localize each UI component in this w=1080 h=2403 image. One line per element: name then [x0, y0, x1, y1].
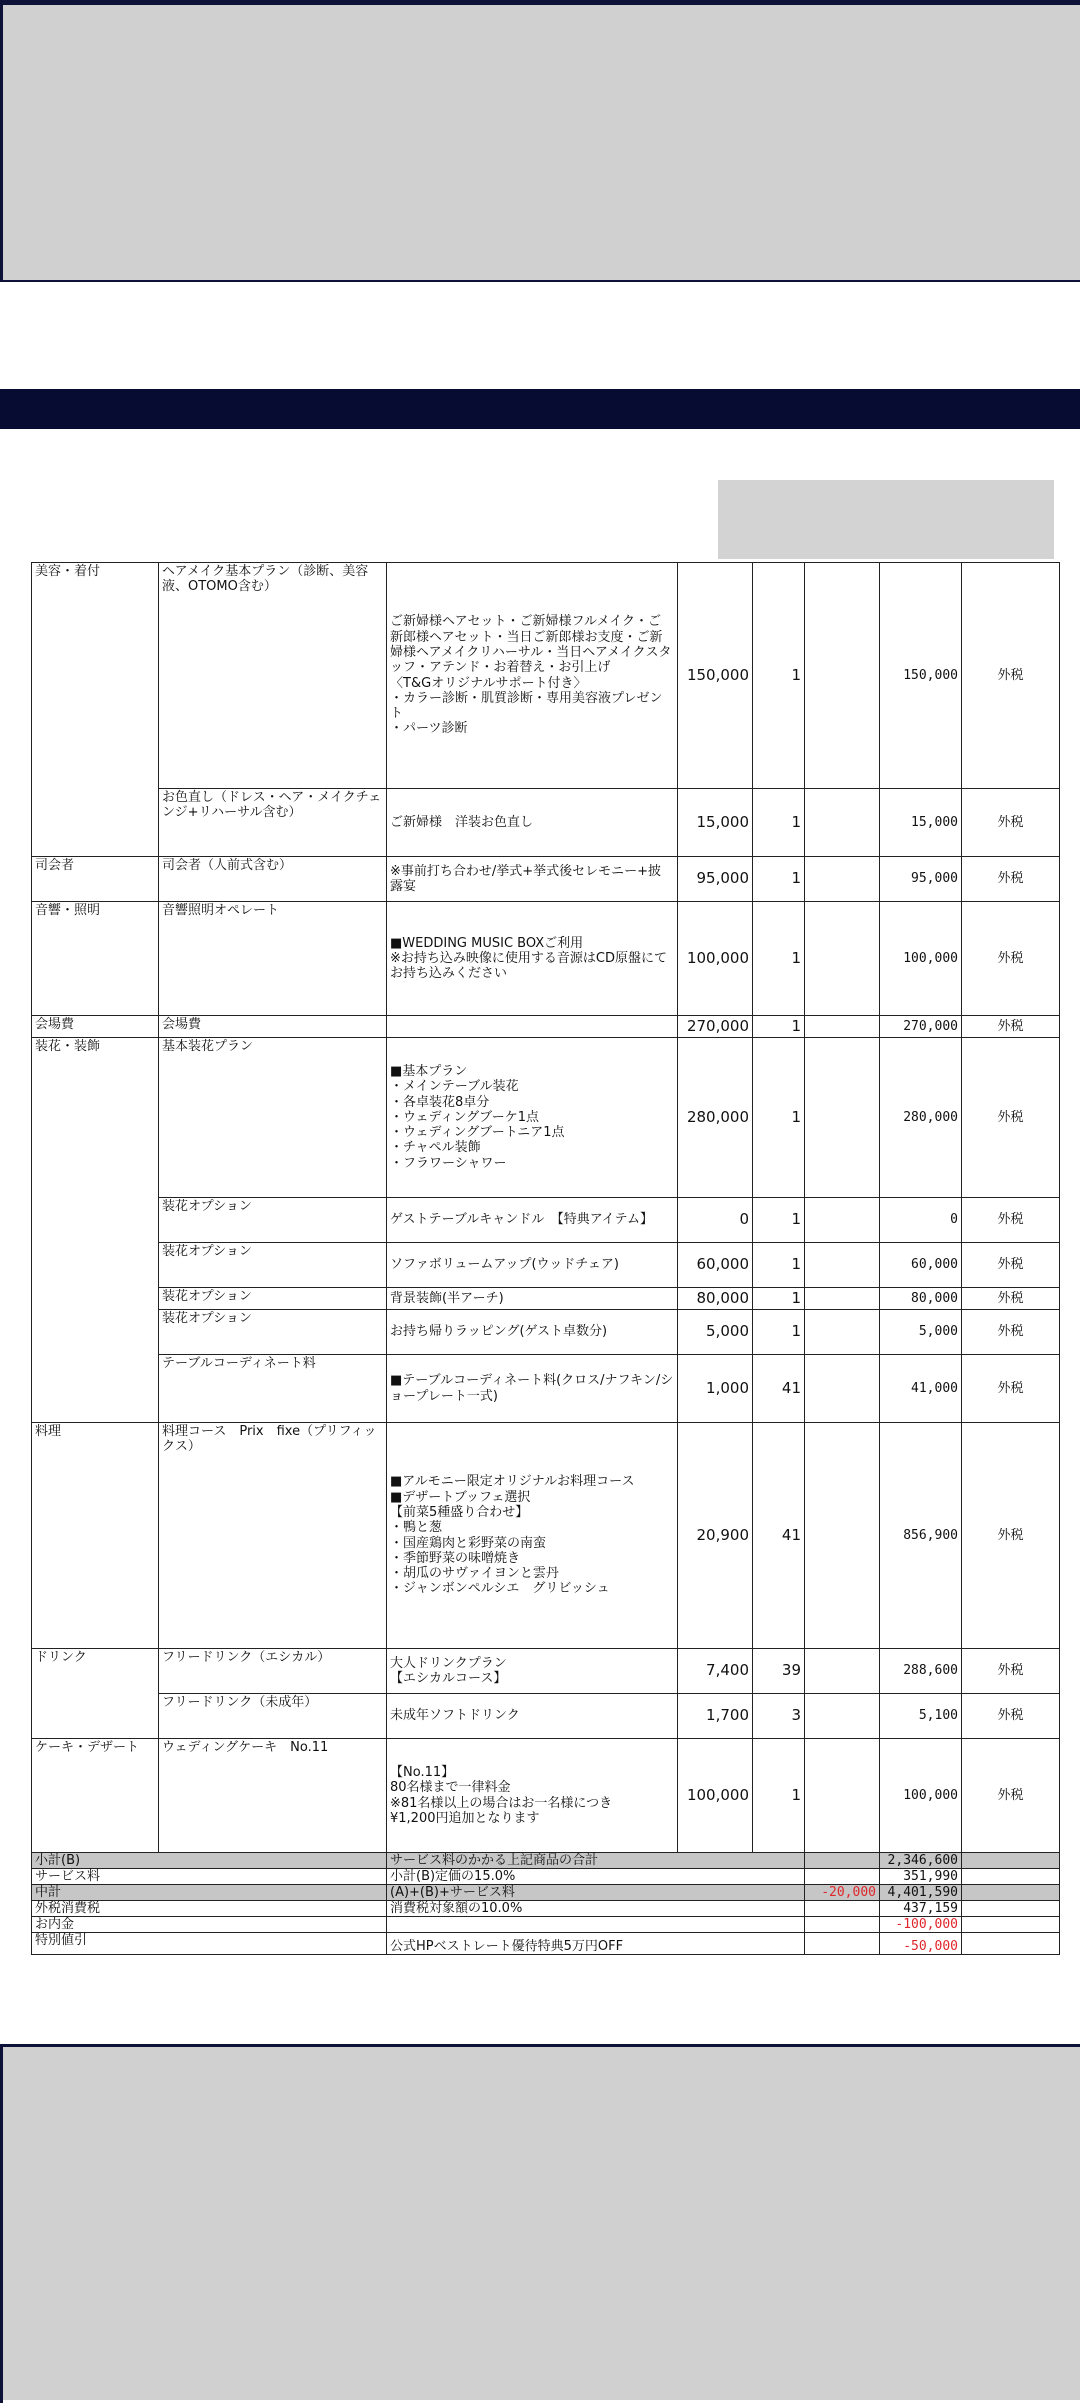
item-cell: 料理コース Prix fixe（プリフィックス）: [159, 1423, 387, 1649]
blank-cell: [805, 1038, 880, 1198]
item-cell: ヘアメイク基本プラン（診断、美容液、OTOMO含む）: [159, 563, 387, 789]
blank-cell: [805, 789, 880, 857]
category-cell: 司会者: [32, 857, 159, 902]
amount-cell: 288,600: [880, 1649, 962, 1694]
table-row: [32, 1694, 1060, 1739]
blank-cell: [805, 1739, 880, 1853]
quantity-cell: 1: [753, 1198, 805, 1243]
tax-type-cell: 外税: [962, 1288, 1060, 1310]
unit-price-cell: 0: [678, 1198, 753, 1243]
unit-price-cell: 100,000: [678, 902, 753, 1016]
amount-cell: 5,100: [880, 1694, 962, 1739]
tax-type-cell: 外税: [962, 563, 1060, 789]
tax-type-cell: 外税: [962, 902, 1060, 1016]
blank-cell: [962, 1869, 1060, 1885]
table-row: [32, 1038, 1060, 1198]
amount-cell: 150,000: [880, 563, 962, 789]
tax-type-cell: 外税: [962, 1198, 1060, 1243]
table-row: [32, 857, 1060, 902]
summary-amount: 4,401,590: [880, 1885, 962, 1901]
table-row: [32, 789, 1060, 857]
section-header-band: [0, 389, 1080, 429]
unit-price-cell: 150,000: [678, 563, 753, 789]
unit-price-cell: 7,400: [678, 1649, 753, 1694]
quantity-cell: 1: [753, 1038, 805, 1198]
description-cell: ご新婦様 洋装お色直し: [387, 789, 678, 857]
summary-description: [387, 1917, 805, 1933]
amount-cell: 856,900: [880, 1423, 962, 1649]
tax-type-cell: 外税: [962, 1649, 1060, 1694]
blank-cell: [805, 1243, 880, 1288]
amount-cell: 60,000: [880, 1243, 962, 1288]
description-cell: 大人ドリンクプラン 【エシカルコース】: [387, 1649, 678, 1694]
summary-discount: [805, 1901, 880, 1917]
blank-cell: [805, 563, 880, 789]
quantity-cell: 1: [753, 1016, 805, 1038]
blank-cell: [962, 1885, 1060, 1901]
summary-discount: [805, 1933, 880, 1955]
summary-label: 小計(B): [32, 1853, 387, 1869]
amount-cell: 80,000: [880, 1288, 962, 1310]
unit-price-cell: 15,000: [678, 789, 753, 857]
item-cell: 会場費: [159, 1016, 387, 1038]
category-cell: 会場費: [32, 1016, 159, 1038]
item-cell: 装花オプション: [159, 1243, 387, 1288]
summary-discount: [805, 1917, 880, 1933]
tax-type-cell: 外税: [962, 1423, 1060, 1649]
category-cell: ドリンク: [32, 1649, 159, 1739]
tax-type-cell: 外税: [962, 1355, 1060, 1423]
unit-price-cell: 1,000: [678, 1355, 753, 1423]
description-cell: ※事前打ち合わせ/挙式+挙式後セレモニー+披露宴: [387, 857, 678, 902]
blank-cell: [805, 1694, 880, 1739]
amount-cell: 0: [880, 1198, 962, 1243]
quantity-cell: 39: [753, 1649, 805, 1694]
item-cell: フリードリンク（エシカル）: [159, 1649, 387, 1694]
description-cell: ソファボリュームアップ(ウッドチェア): [387, 1243, 678, 1288]
description-cell: 【No.11】 80名様まで一律料金 ※81名様以上の場合はお一名様につき ¥1,200円追加となります: [387, 1739, 678, 1853]
quantity-cell: 1: [753, 1310, 805, 1355]
amount-cell: 100,000: [880, 902, 962, 1016]
blank-cell: [962, 1853, 1060, 1869]
summary-description: 小計(B)定価の15.0%: [387, 1869, 805, 1885]
item-cell: 装花オプション: [159, 1288, 387, 1310]
description-cell: お持ち帰りラッピング(ゲスト卓数分): [387, 1310, 678, 1355]
estimate-table: [31, 562, 1060, 1955]
summary-description: 公式HPベストレート優待特典5万円OFF: [387, 1933, 805, 1955]
quantity-cell: 1: [753, 857, 805, 902]
item-cell: 司会者（人前式含む）: [159, 857, 387, 902]
table-row: [32, 902, 1060, 1016]
tax-type-cell: 外税: [962, 1739, 1060, 1853]
tax-type-cell: 外税: [962, 789, 1060, 857]
item-cell: お色直し（ドレス・ヘア・メイクチェンジ+リハーサル含む）: [159, 789, 387, 857]
category-cell: 音響・照明: [32, 902, 159, 1016]
unit-price-cell: 20,900: [678, 1423, 753, 1649]
bottom-image-placeholder: [0, 2044, 1080, 2400]
summary-amount: 2,346,600: [880, 1853, 962, 1869]
item-cell: テーブルコーディネート料: [159, 1355, 387, 1423]
category-cell: 美容・着付: [32, 563, 159, 857]
summary-label: お内金: [32, 1917, 387, 1933]
amount-cell: 270,000: [880, 1016, 962, 1038]
unit-price-cell: 95,000: [678, 857, 753, 902]
tax-type-cell: 外税: [962, 1310, 1060, 1355]
quantity-cell: 41: [753, 1423, 805, 1649]
top-image-placeholder: [0, 0, 1080, 282]
quantity-cell: 1: [753, 1739, 805, 1853]
quantity-cell: 1: [753, 789, 805, 857]
summary-amount: 437,159: [880, 1901, 962, 1917]
blank-cell: [805, 1016, 880, 1038]
amount-cell: 41,000: [880, 1355, 962, 1423]
summary-row-special-discount: [32, 1933, 1060, 1955]
summary-label: 外税消費税: [32, 1901, 387, 1917]
blank-cell: [805, 902, 880, 1016]
summary-row-tax: [32, 1901, 1060, 1917]
table-row: [32, 1243, 1060, 1288]
summary-amount: -50,000: [880, 1933, 962, 1955]
quantity-cell: 1: [753, 1243, 805, 1288]
table-row: [32, 1739, 1060, 1853]
category-cell: ケーキ・デザート: [32, 1739, 159, 1853]
table-row: [32, 1649, 1060, 1694]
quantity-cell: 1: [753, 902, 805, 1016]
item-cell: ウェディングケーキ No.11: [159, 1739, 387, 1853]
summary-label: サービス料: [32, 1869, 387, 1885]
unit-price-cell: 80,000: [678, 1288, 753, 1310]
summary-label: 特別値引: [32, 1933, 387, 1955]
blank-cell: [805, 1355, 880, 1423]
description-cell: [387, 1016, 678, 1038]
tax-type-cell: 外税: [962, 1243, 1060, 1288]
summary-row-subtotal: [32, 1853, 1060, 1869]
unit-price-cell: 270,000: [678, 1016, 753, 1038]
summary-amount: 351,990: [880, 1869, 962, 1885]
table-row: [32, 1198, 1060, 1243]
description-cell: 未成年ソフトドリンク: [387, 1694, 678, 1739]
quantity-cell: 1: [753, 1288, 805, 1310]
blank-cell: [962, 1933, 1060, 1955]
amount-cell: 95,000: [880, 857, 962, 902]
unit-price-cell: 100,000: [678, 1739, 753, 1853]
header-grey-box: [718, 480, 1054, 559]
table-row: [32, 1310, 1060, 1355]
summary-description: サービス料のかかる上記商品の合計: [387, 1853, 805, 1869]
blank-cell: [962, 1901, 1060, 1917]
table-row: [32, 563, 1060, 789]
unit-price-cell: 1,700: [678, 1694, 753, 1739]
category-cell: 料理: [32, 1423, 159, 1649]
quantity-cell: 1: [753, 563, 805, 789]
description-cell: ■アルモニー限定オリジナルお料理コース ■デザートブッフェ選択 【前菜5種盛り合わせ】 ・鴨と葱 ・国産鶏肉と彩野菜の南蛮 ・季節野菜の味噌焼き ・胡瓜のサヴァイヨンと雲丹 ・ジャンボンペルシエ グリビッシュ: [387, 1423, 678, 1649]
summary-label: 中計: [32, 1885, 387, 1901]
summary-description: 消費税対象額の10.0%: [387, 1901, 805, 1917]
description-cell: ■基本プラン ・メインテーブル装花 ・各卓装花8卓分 ・ウェディングブーケ1点 ・ウェディングブートニア1点 ・チャペル装飾 ・フラワーシャワー: [387, 1038, 678, 1198]
description-cell: ゲストテーブルキャンドル 【特典アイテム】: [387, 1198, 678, 1243]
tax-type-cell: 外税: [962, 1038, 1060, 1198]
summary-amount: -100,000: [880, 1917, 962, 1933]
summary-row-service: [32, 1869, 1060, 1885]
blank-cell: [962, 1917, 1060, 1933]
description-cell: ■WEDDING MUSIC BOXご利用 ※お持ち込み映像に使用する音源はCD原盤にてお持ち込みください: [387, 902, 678, 1016]
item-cell: フリードリンク（未成年）: [159, 1694, 387, 1739]
blank-cell: [805, 1423, 880, 1649]
summary-row-midtotal: [32, 1885, 1060, 1901]
item-cell: 装花オプション: [159, 1310, 387, 1355]
tax-type-cell: 外税: [962, 857, 1060, 902]
item-cell: 基本装花プラン: [159, 1038, 387, 1198]
blank-cell: [805, 1649, 880, 1694]
table-row: [32, 1016, 1060, 1038]
description-cell: ご新婦様ヘアセット・ご新婦様フルメイク・ご新郎様ヘアセット・当日ご新郎様お支度・ご新婦様ヘアメイクリハーサル・当日ヘアメイクスタッフ・アテンド・お着替え・お引上げ 〈T&Gオリジナルサポート付き〉 ・カラー診断・肌質診断・専用美容液プレゼント ・パーツ診断: [387, 563, 678, 789]
amount-cell: 5,000: [880, 1310, 962, 1355]
quantity-cell: 41: [753, 1355, 805, 1423]
tax-type-cell: 外税: [962, 1016, 1060, 1038]
blank-cell: [805, 1310, 880, 1355]
summary-row-deposit: [32, 1917, 1060, 1933]
summary-discount: [805, 1853, 880, 1869]
summary-discount: [805, 1869, 880, 1885]
unit-price-cell: 280,000: [678, 1038, 753, 1198]
item-cell: 音響照明オペレート: [159, 902, 387, 1016]
table-row: [32, 1355, 1060, 1423]
description-cell: ■テーブルコーディネート料(クロス/ナフキン/ショープレート一式): [387, 1355, 678, 1423]
summary-discount: -20,000: [805, 1885, 880, 1901]
category-cell: 装花・装飾: [32, 1038, 159, 1423]
amount-cell: 15,000: [880, 789, 962, 857]
blank-cell: [805, 1198, 880, 1243]
table-row: [32, 1423, 1060, 1649]
description-cell: 背景装飾(半アーチ): [387, 1288, 678, 1310]
summary-description: (A)+(B)+サービス料: [387, 1885, 805, 1901]
blank-cell: [805, 1288, 880, 1310]
tax-type-cell: 外税: [962, 1694, 1060, 1739]
quantity-cell: 3: [753, 1694, 805, 1739]
item-cell: 装花オプション: [159, 1198, 387, 1243]
amount-cell: 280,000: [880, 1038, 962, 1198]
unit-price-cell: 60,000: [678, 1243, 753, 1288]
blank-cell: [805, 857, 880, 902]
amount-cell: 100,000: [880, 1739, 962, 1853]
table-row: [32, 1288, 1060, 1310]
unit-price-cell: 5,000: [678, 1310, 753, 1355]
